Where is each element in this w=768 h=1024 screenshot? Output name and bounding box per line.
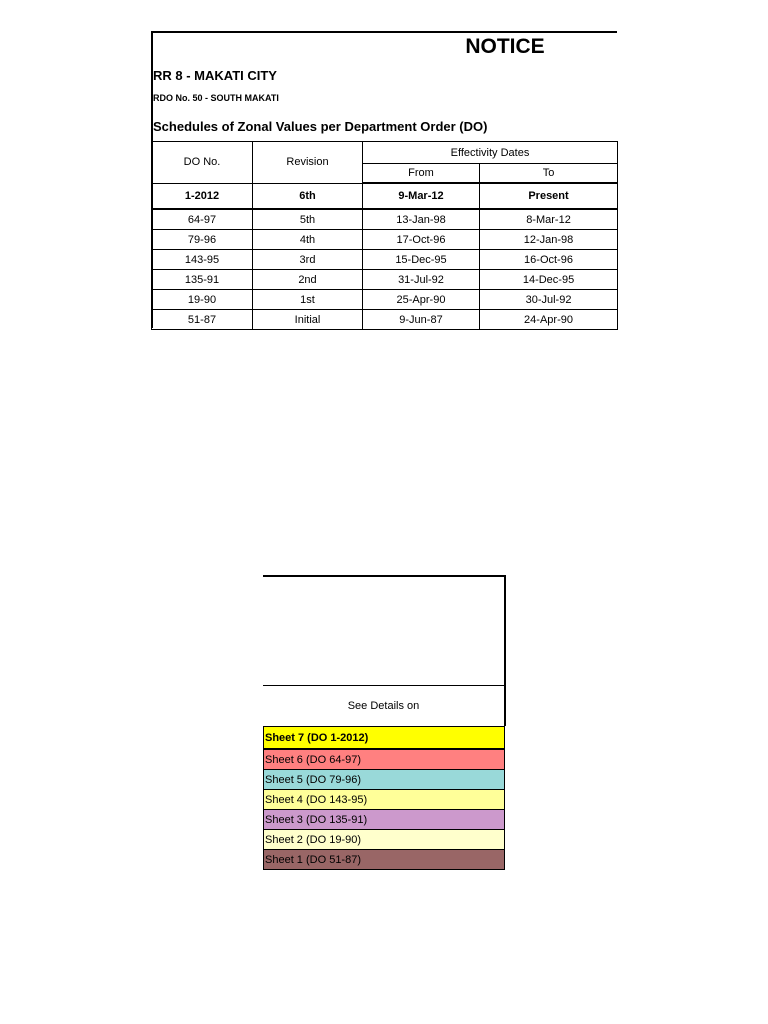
header-revision: Revision bbox=[253, 142, 363, 184]
cell-to: Present bbox=[480, 183, 618, 209]
table-row bbox=[152, 183, 618, 209]
header-from: From bbox=[363, 164, 480, 184]
cell-do: 79-96 bbox=[152, 230, 253, 250]
table-row bbox=[152, 270, 618, 290]
cell-from: 15-Dec-95 bbox=[363, 250, 480, 270]
cell-from: 9-Jun-87 bbox=[363, 310, 480, 330]
sheet-4-link[interactable]: Sheet 4 (DO 143-95) bbox=[263, 790, 505, 810]
cell-revision: 4th bbox=[253, 230, 363, 250]
sheet-3-link[interactable]: Sheet 3 (DO 135-91) bbox=[263, 810, 505, 830]
cell-revision: 2nd bbox=[253, 270, 363, 290]
sheet-1-link[interactable]: Sheet 1 (DO 51-87) bbox=[263, 850, 505, 870]
sheet-links bbox=[263, 726, 505, 870]
zonal-values-table bbox=[151, 141, 618, 330]
cell-from: 17-Oct-96 bbox=[363, 230, 480, 250]
cell-to: 14-Dec-95 bbox=[480, 270, 618, 290]
table-row bbox=[152, 230, 618, 250]
cell-to: 30-Jul-92 bbox=[480, 290, 618, 310]
header-do-no: DO No. bbox=[152, 142, 253, 184]
cell-to: 12-Jan-98 bbox=[480, 230, 618, 250]
table-row bbox=[152, 290, 618, 310]
cell-from: 31-Jul-92 bbox=[363, 270, 480, 290]
region-heading: RR 8 - MAKATI CITY bbox=[153, 68, 277, 83]
cell-to: 24-Apr-90 bbox=[480, 310, 618, 330]
cell-do: 51-87 bbox=[152, 310, 253, 330]
cell-revision: 3rd bbox=[253, 250, 363, 270]
see-details-label: See Details on bbox=[263, 685, 506, 726]
cell-do: 19-90 bbox=[152, 290, 253, 310]
cell-revision: Initial bbox=[253, 310, 363, 330]
cell-from: 25-Apr-90 bbox=[363, 290, 480, 310]
cell-revision: 5th bbox=[253, 209, 363, 230]
table-row bbox=[152, 209, 618, 230]
sheet-5-link[interactable]: Sheet 5 (DO 79-96) bbox=[263, 770, 505, 790]
rdo-heading: RDO No. 50 - SOUTH MAKATI bbox=[153, 93, 279, 103]
header-to: To bbox=[480, 164, 618, 184]
schedule-title: Schedules of Zonal Values per Department Order (DO) bbox=[153, 119, 488, 134]
cell-to: 16-Oct-96 bbox=[480, 250, 618, 270]
cell-revision: 6th bbox=[253, 183, 363, 209]
table-header-row bbox=[152, 142, 618, 164]
table-row bbox=[152, 250, 618, 270]
table-row bbox=[152, 310, 618, 330]
cell-do: 135-91 bbox=[152, 270, 253, 290]
sheet-2-link[interactable]: Sheet 2 (DO 19-90) bbox=[263, 830, 505, 850]
cell-do: 1-2012 bbox=[152, 183, 253, 209]
cell-do: 64-97 bbox=[152, 209, 253, 230]
details-empty-box bbox=[263, 575, 506, 687]
frame-top-border bbox=[151, 31, 617, 33]
header-effectivity-dates: Effectivity Dates bbox=[363, 142, 618, 164]
cell-from: 9-Mar-12 bbox=[363, 183, 480, 209]
cell-do: 143-95 bbox=[152, 250, 253, 270]
sheet-6-link[interactable]: Sheet 6 (DO 64-97) bbox=[263, 750, 505, 770]
notice-title: NOTICE bbox=[465, 35, 545, 58]
cell-revision: 1st bbox=[253, 290, 363, 310]
cell-from: 13-Jan-98 bbox=[363, 209, 480, 230]
sheet-7-link[interactable]: Sheet 7 (DO 1-2012) bbox=[263, 726, 505, 750]
cell-to: 8-Mar-12 bbox=[480, 209, 618, 230]
